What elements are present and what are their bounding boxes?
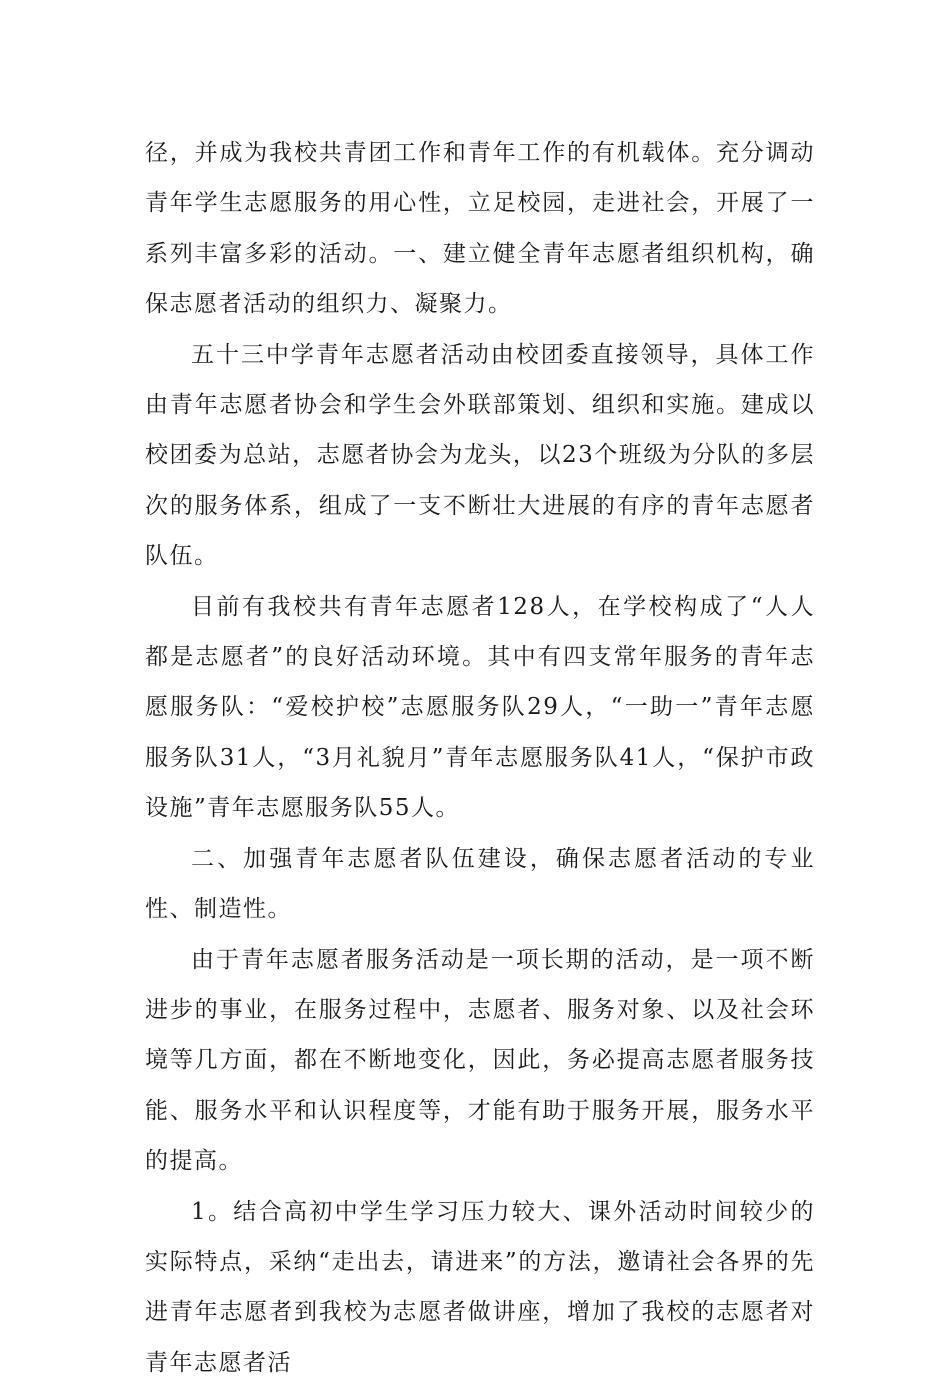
paragraph-volunteer-count: 目前有我校共有青年志愿者128人，在学校构成了“人人都是志愿者”的良好活动环境。其中有四支常年服务的青年志愿服务队：“爱校护校”志愿服务队29人，“一助一”青年志愿服务队31人，“3月礼貌月”青年志愿服务队41人，“保护市政设施”青年志愿服务队55人。 bbox=[145, 593, 815, 822]
document-body bbox=[145, 128, 815, 1388]
paragraph-section-two-heading: 二、加强青年志愿者队伍建设，确保志愿者活动的专业性、制造性。 bbox=[145, 845, 815, 923]
paragraph-organization: 五十三中学青年志愿者活动由校团委直接领导，具体工作由青年志愿者协会和学生会外联部策划、组织和实施。建成以校团委为总站，志愿者协会为龙头，以23个班级为分队的多层次的服务体系，组成了一支不断壮大进展的有序的青年志愿者队伍。 bbox=[145, 341, 815, 570]
paragraph-item-one: 1。结合高初中学生学习压力较大、课外活动时间较少的实际特点，采纳“走出去，请进来”的方法，邀请社会各界的先进青年志愿者到我校为志愿者做讲座，增加了我校的志愿者对青年志愿者活 bbox=[145, 1198, 815, 1376]
paragraph-intro-continued: 径，并成为我校共青团工作和青年工作的有机载体。充分调动青年学生志愿服务的用心性，立足校园，走进社会，开展了一系列丰富多彩的活动。一、建立健全青年志愿者组织机构，确保志愿者活动的组织力、凝聚力。 bbox=[145, 140, 815, 318]
paragraph-service-improvement: 由于青年志愿者服务活动是一项长期的活动，是一项不断进步的事业，在服务过程中，志愿者、服务对象、以及社会环境等几方面，都在不断地变化，因此，务必提高志愿者服务技能、服务水平和认识程度等，才能有助于服务开展，服务水平的提高。 bbox=[145, 946, 815, 1175]
